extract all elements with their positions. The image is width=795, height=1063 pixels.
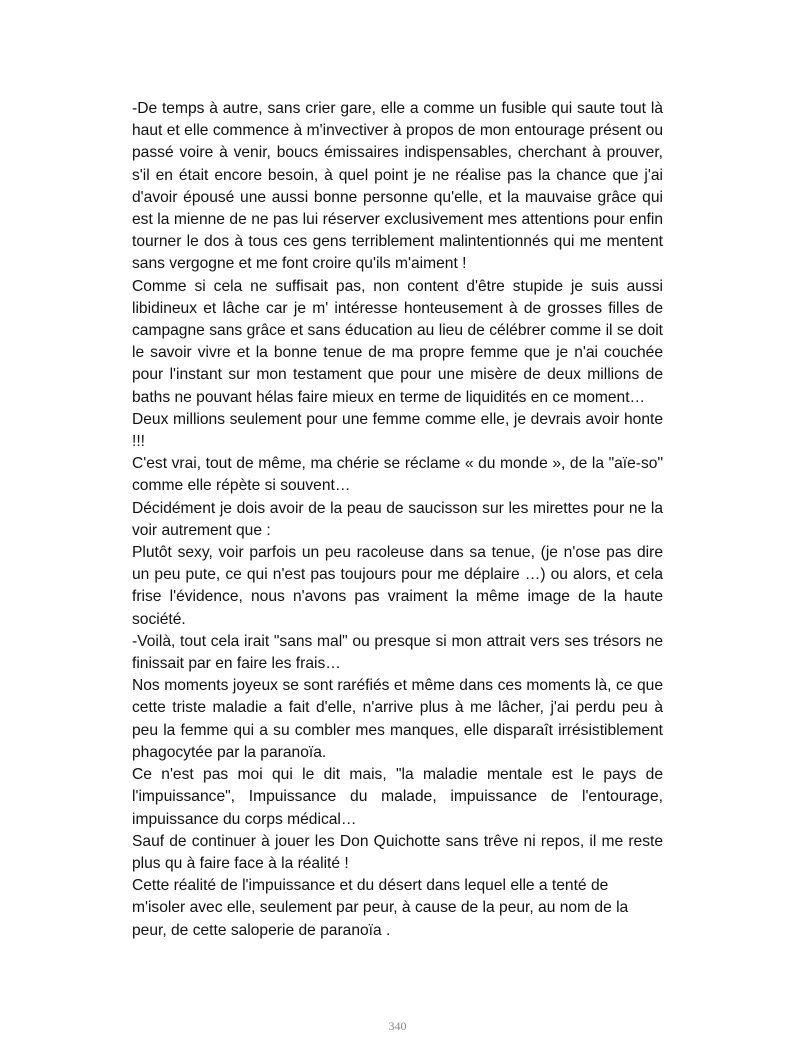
- paragraph-9: Ce n'est pas moi qui le dit mais, "la maladie mentale est le pays de l'impuissance", Impuissance du malade, impuissance de l'entourage, impuissance du corps médical…: [132, 766, 663, 828]
- text-body: [132, 98, 663, 942]
- paragraph-2: Comme si cela ne suffisait pas, non content d'être stupide je suis aussi libidineux et lâche car je m' intéresse honteusement à de grosses filles de campagne sans grâce et sans éducation au lieu de célébrer comme il se doit le savoir vivre et la bonne tenue de ma propre femme que je n'ai couchée pour l'instant sur mon testament que pour une misère de deux millions de baths ne pouvant hélas faire mieux en terme de liquidités en ce moment…: [132, 277, 663, 406]
- paragraph-11: Cette réalité de l'impuissance et du désert dans lequel elle a tenté de m'isoler avec elle, seulement par peur, à cause de la peur, au nom de la peur, de cette saloperie de paranoïa .: [132, 877, 629, 939]
- paragraph-10: Sauf de continuer à jouer les Don Quichotte sans trêve ni repos, il me reste plus qu à faire face à la réalité !: [132, 832, 663, 872]
- paragraph-8: Nos moments joyeux se sont raréfiés et même dans ces moments là, ce que cette triste maladie a fait d'elle, n'arrive plus à me lâcher, j'ai perdu peu à peu la femme qui a su combler mes manques, elle disparaît irrésistiblement phagocytée par la paranoïa.: [132, 677, 663, 761]
- paragraph-5: Décidément je dois avoir de la peau de saucisson sur les mirettes pour ne la voir autrement que :: [132, 499, 663, 539]
- paragraph-4: C'est vrai, tout de même, ma chérie se réclame « du monde », de la "aïe-so" comme elle répète si souvent…: [132, 455, 663, 495]
- page-number: 340: [388, 1019, 407, 1033]
- paragraph-7: -Voilà, tout cela irait "sans mal" ou presque si mon attrait vers ses trésors ne finissait par en faire les frais…: [132, 632, 663, 673]
- paragraph-3: Deux millions seulement pour une femme comme elle, je devrais avoir honte !!!: [132, 410, 663, 451]
- paragraph-1: -De temps à autre, sans crier gare, elle a comme un fusible qui saute tout là haut et elle commence à m'invectiver à propos de mon entourage présent ou passé voire à venir, boucs émissaires indispensables, cherchant à prouver, s'il en était encore besoin, à quel point je ne réalise pas la chance que j'ai d'avoir épousé une aussi bonne personne qu'elle, et la mauvaise grâce qui est la mienne de ne pas lui réserver exclusivement mes attentions pour enfin tourner le dos à tous ces gens terriblement malintentionnés qui me mentent sans vergogne et me font croire qu'ils m'aiment !: [132, 100, 663, 273]
- paragraph-6: Plutôt sexy, voir parfois un peu racoleuse dans sa tenue, (je n'ose pas dire un peu pute, ce qui n'est pas toujours pour me déplaire …) ou alors, et cela frise l'évidence, nous n'avons pas vraiment la même image de la haute société.: [132, 544, 663, 628]
